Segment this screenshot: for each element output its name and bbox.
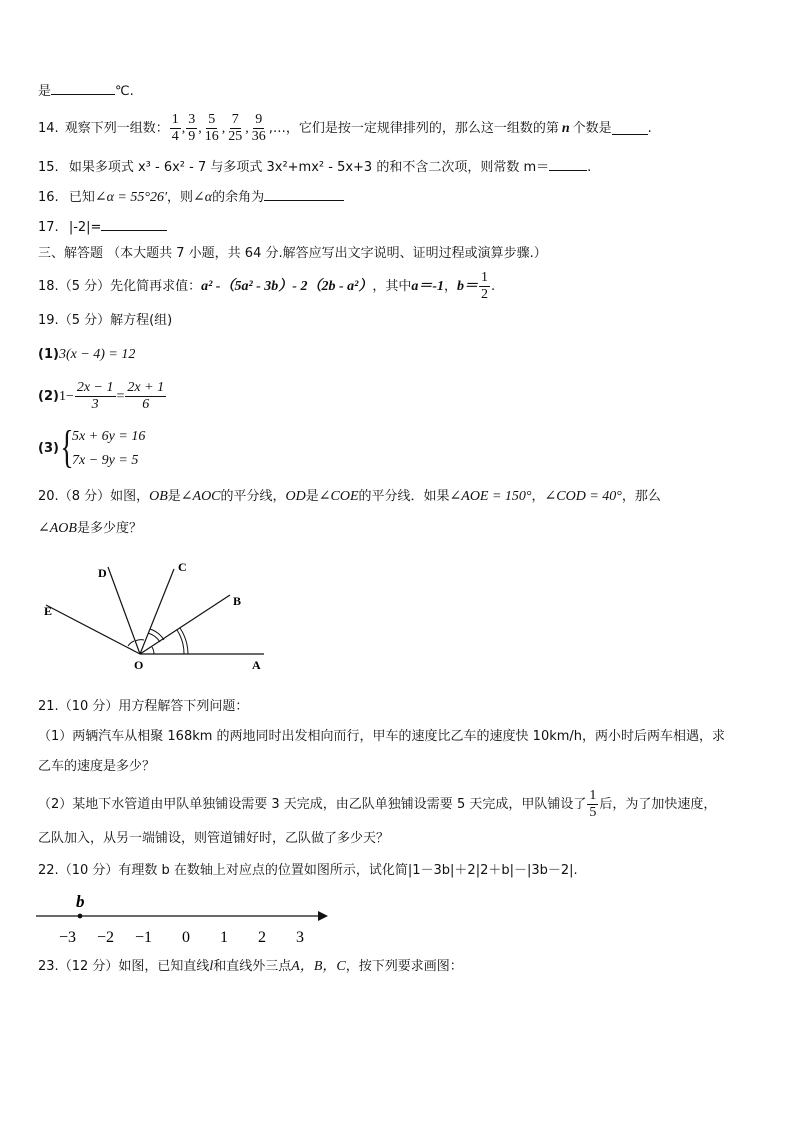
q14-frac-1: $\frac{1}{4}$ [171,112,179,144]
question-23 [38,958,463,976]
label-a: A [252,658,261,672]
q19-p3-label-text: (3) [38,441,59,456]
q18-end: . [491,278,496,294]
q14-n: n [561,120,570,136]
axis-arrow [318,911,328,921]
arc-c-d [135,640,144,641]
q18-b-label: b＝ [457,278,479,294]
q19-p1-expr: 3(x − 4) = 12 [58,347,136,362]
q20-text-d: 是 [305,489,319,504]
tick-label: 1 [220,929,228,946]
tick-label: −1 [135,929,153,946]
q15-text: 如果多项式 x³ - 6x² - 7 与多项式 3x²+mx² - 5x+3 的和不含二次项，则常数 m＝ [68,160,550,175]
q20-text-g: 是多少度？ [76,521,142,536]
q19-part-1 [38,346,135,364]
q20-number: 20. [38,489,59,504]
q23-number: 23. [38,959,59,974]
q18-text-a: （5 分）先化简再求值： [58,278,202,294]
q20-aoe: ∠AOE = 150° [449,489,532,504]
q14-frac-5: $\frac{9}{36}$ [251,112,266,144]
q15-number: 15. [38,160,59,175]
q20-od: OD [285,489,306,504]
q21-p1-line-2: 乙车的速度是多少？ [38,759,156,774]
q23-l: l [209,959,214,974]
q19-p3-brace: { [60,421,74,472]
arc-b-c-1 [148,633,160,642]
q13-blank[interactable] [51,82,115,95]
q23-text-c: ，按下列要求画图： [345,959,463,974]
q21-text: （10 分）用方程解答下列问题： [58,699,249,714]
question-22 [38,862,578,880]
q22-text: （10 分）有理数 b 在数轴上对应点的位置如图所示，试化简|1－3b|＋2|2＋b|－|3b－2|. [58,863,578,878]
q14-end: . [647,120,652,136]
tick-label: 3 [296,929,304,946]
q18-text-b: ，其中 [372,278,412,294]
q20-text-b: 是 [167,489,181,504]
q21-p2-text-a: （2）某地下水管道由甲队单独铺设需要 3 天完成，由乙队单独铺设需要 5 天完成，甲队铺设了 [38,796,587,812]
q20-aob: ∠AOB [38,521,77,536]
q13-prefix: 是 [38,84,52,99]
arc-a-b [152,647,154,654]
q21-p2-line-1 [38,788,716,821]
tick-label: 2 [258,929,266,946]
section-3-title: 三、解答题 （本大题共 7 小题，共 64 分.解答应写出文字说明、证明过程或演算步骤.） [38,246,547,261]
q14-frac-2: $\frac{3}{9}$ [188,112,196,144]
q16-angle-expr: ∠α = 55°26′ [94,190,168,205]
q19-p3-label [38,440,59,458]
question-17 [38,218,167,237]
q22-number: 22. [38,863,59,878]
q23-text-b: 和直线外三点 [213,959,292,974]
q19-number: 19. [38,313,59,328]
q18-sep: ， [444,278,458,294]
q14-number: 14. [38,120,59,136]
q20-aoc: ∠AOC [180,489,221,504]
q19-p2-label: (2) [38,388,59,404]
q20-sep: ， [531,489,545,504]
q14-frac-3: $\frac{5}{16}$ [204,112,219,144]
question-20 [38,488,661,506]
q19-part-2 [38,380,167,413]
q19-p3-eq2: 7x − 9y = 5 [72,453,139,468]
q23-text-a: （12 分）如图，已知直线 [58,959,210,974]
q19-p2-one: 1− [58,388,74,404]
q20-cod: ∠COD = 40° [544,489,622,504]
q20-line-2 [38,520,142,538]
label-c: C [178,560,187,574]
q16-text-b: ，则 [167,190,194,205]
question-15 [38,158,591,177]
q16-text-c: 的余角为 [212,190,265,205]
q14-blank[interactable] [612,122,648,135]
ray-oc [140,569,174,654]
arc-d-e [128,641,134,646]
question-14: 14. 观察下列一组数： $\frac{1}{4}$ , $\frac{3}{9}$ , $\frac{5}{16}$ , $\frac{7}{25}$ , $\frac{9}{36}$ ,…， 它们是按一定规律排列的，那么这一组数的第 n 个数是 . [38,112,652,144]
number-line [36,888,336,950]
q20-text-f: ，那么 [621,489,661,504]
q20-ob: OB [149,489,168,504]
q17-number: 17. [38,220,59,235]
question-16 [38,188,344,207]
q21-p1-line-1: （1）两辆汽车从相聚 168km 的两地同时出发相向而行，甲车的速度比乙车的速度快 10km/h，两小时后两车相遇，求 [38,729,726,744]
q19-p1-label: (1) [38,347,59,362]
q14-text-b: 它们是按一定规律排列的，那么这一组数的第 [298,120,559,136]
label-b: B [233,594,242,608]
label-d: D [98,566,107,580]
point-b-label: b [76,892,85,911]
ray-ob [140,595,230,654]
q13-unit: ℃. [115,84,134,99]
q15-end: . [587,160,592,175]
ray-oe [46,605,140,654]
q14-text-a: 观察下列一组数： [64,120,169,136]
q16-angle: ∠α [193,190,213,205]
q19-p2-eq: = [116,388,125,404]
q16-blank[interactable] [264,188,344,201]
q17-text: |-2|= [68,220,102,235]
tick-label: −3 [59,929,77,946]
q19-text: （5 分）解方程(组) [58,313,173,328]
q15-blank[interactable] [549,158,587,171]
label-o: O [134,658,144,672]
q23-points: A，B，C [291,959,346,974]
q14-frac-4: $\frac{7}{25}$ [228,112,243,144]
q18-a-value: a＝-1 [411,278,445,294]
q18-expression: a² -（5a² - 3b）- 2（2b - a²） [201,278,373,294]
q20-text-c: 的平分线， [220,489,286,504]
point-b [78,914,83,919]
angle-figure [36,555,276,675]
q21-number: 21. [38,699,59,714]
question-18 [38,270,495,303]
q19-p3-eq1: 5x + 6y = 16 [72,429,146,444]
q18-number: 18. [38,278,59,294]
label-e: E [44,604,53,618]
q18-b-fraction: $\frac{1}{2}$ [481,270,489,302]
q20-coe: ∠COE [318,489,359,504]
q21-p2-text-b: 后，为了加快速度， [599,796,717,812]
q21-p2-frac: $\frac{1}{5}$ [589,788,597,820]
q21-p2-line-2: 乙队加入，从另一端铺设，则管道铺好时，乙队做了多少天？ [38,831,390,846]
q20-text-e: 的平分线．如果 [358,489,450,504]
q14-ellipsis: ,…， [268,120,299,136]
q17-blank[interactable] [101,218,167,231]
q16-number: 16. [38,190,59,205]
q14-text-c: 个数是 [572,120,612,136]
q16-text-a: 已知 [68,190,95,205]
q19-p2-frac-1: $\frac{2x - 1}{3}$ [76,380,114,412]
q13-tail [38,82,134,101]
question-21 [38,698,248,716]
q19-p2-frac-2: $\frac{2x + 1}{6}$ [127,380,165,412]
q20-text-a: （8 分）如图， [58,489,150,504]
tick-label: −2 [97,929,115,946]
question-19 [38,312,172,330]
tick-label: 0 [182,929,190,946]
